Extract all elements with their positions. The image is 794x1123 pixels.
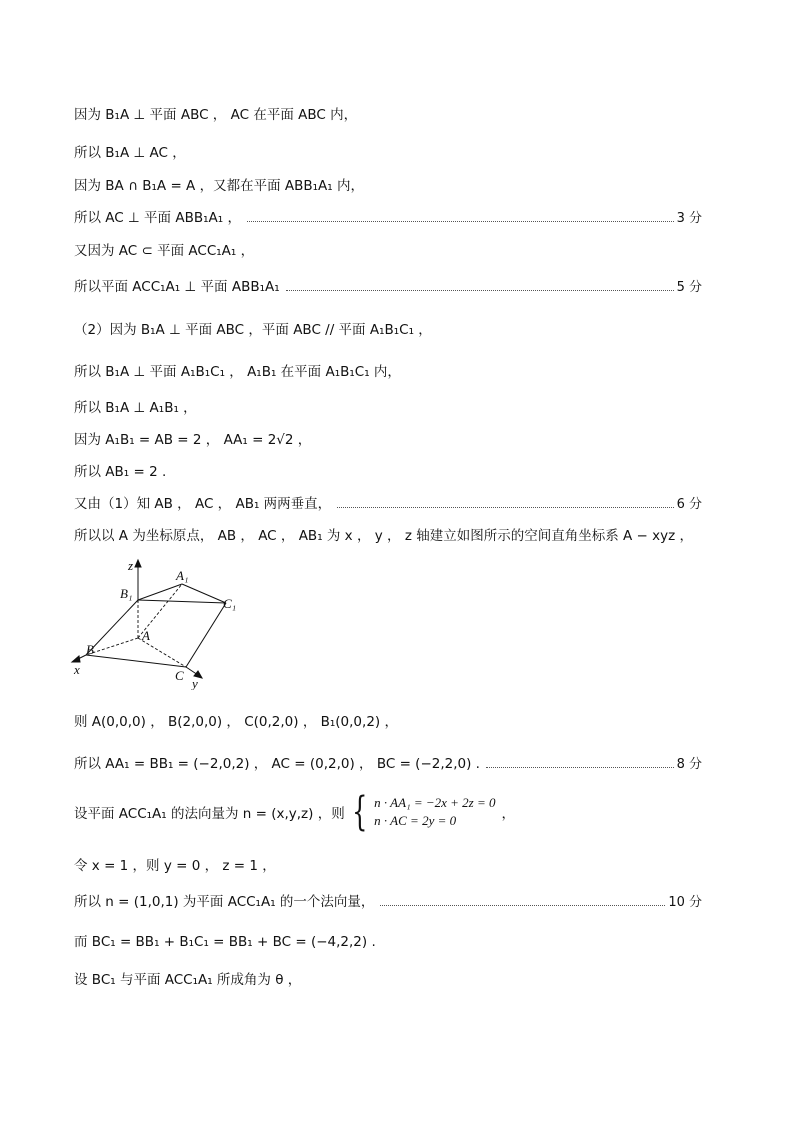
z-axis-arrow [135, 560, 141, 567]
text-line-14 [74, 713, 702, 731]
line-text: 因为 A₁B₁ = AB = 2 ， AA₁ = 2√2 ， [74, 432, 312, 448]
leader-dots [486, 767, 674, 768]
text-line-19 [74, 971, 702, 989]
line-text: 设 BC₁ 与平面 ACC₁A₁ 所成角为 θ ， [74, 972, 302, 988]
text-line-1 [74, 106, 702, 124]
line-text: 所以 B₁A ⊥ A₁B₁ ， [74, 400, 197, 416]
text-line-11 [74, 463, 702, 481]
edge-A1C1 [182, 584, 226, 603]
system-prefix: 设平面 ACC₁A₁ 的法向量为 n = (x,y,z) ，则 [74, 806, 345, 822]
leader-dots [380, 905, 665, 906]
line-text: 所以平面 ACC₁A₁ ⊥ 平面 ABB₁A₁ [74, 279, 280, 295]
line-text: 所以 AC ⊥ 平面 ABB₁A₁ ， [74, 210, 241, 226]
edge-B1C1 [138, 600, 226, 603]
label-A: A [142, 628, 150, 643]
equation-rows [374, 794, 495, 830]
line-text: 所以 B₁A ⊥ 平面 A₁B₁C₁ ， A₁B₁ 在平面 A₁B₁C₁ 内， [74, 364, 401, 380]
text-line-7 [74, 321, 702, 339]
leader-dots [337, 507, 673, 508]
label-z: z [128, 558, 134, 573]
text-line-15 [74, 755, 702, 774]
line-text: 因为 BA ∩ B₁A = A ，又都在平面 ABB₁A₁ 内， [74, 178, 364, 194]
text-line-8 [74, 363, 702, 381]
text-line-6 [74, 278, 702, 297]
line-text: 所以 AA₁ = BB₁ = (−2,0,2) ， AC = (0,2,0) ， BC = (−2,2,0) . [74, 756, 480, 772]
text-line-17 [74, 893, 702, 912]
text-line-4 [74, 209, 702, 228]
leader-dots [247, 221, 674, 222]
equation-row-2: n · AC = 2y = 0 [374, 813, 457, 828]
line-text: 又由（1）知 AB ， AC ， AB₁ 两两垂直， [74, 496, 332, 512]
label-C1: C₁ [223, 596, 237, 611]
line-text: 而 BC₁ = BB₁ + B₁C₁ = BB₁ + BC = (−4,2,2) . [74, 934, 376, 950]
system-suffix: ， [501, 806, 516, 822]
score-label: 6 分 [676, 497, 702, 512]
text-line-12 [74, 495, 702, 514]
equation-row-1: n · AA₁ = −2x + 2z = 0 [374, 795, 496, 810]
line-text: 则 A(0,0,0) ， B(2,0,0) ， C(0,2,0) ， B₁(0,0,2) ， [74, 714, 398, 730]
line-text: 因为 B₁A ⊥ 平面 ABC ， AC 在平面 ABC 内， [74, 107, 358, 123]
line-text: 所以 AB₁ = 2 . [74, 464, 167, 480]
text-line-13 [74, 527, 702, 545]
text-line-10 [74, 431, 702, 449]
text-line-18 [74, 933, 702, 951]
score-label: 10 分 [668, 895, 702, 910]
score-label: 5 分 [676, 280, 702, 295]
leader-dots [286, 290, 674, 291]
text-line-2 [74, 144, 702, 162]
line-text: 所以 B₁A ⊥ AC ， [74, 145, 186, 161]
score-label: 8 分 [676, 757, 702, 772]
text-line-3 [74, 177, 702, 195]
equation-system-line [74, 789, 516, 835]
line-text: 令 x = 1 ，则 y = 0 ， z = 1 ， [74, 858, 276, 874]
line-text: （2）因为 B₁A ⊥ 平面 ABC ，平面 ABC // 平面 A₁B₁C₁ ， [74, 322, 432, 338]
text-line-9 [74, 399, 702, 417]
line-text: 又因为 AC ⊂ 平面 ACC₁A₁ ， [74, 243, 255, 259]
edge-C1C [186, 603, 226, 667]
line-text: 所以以 A 为坐标原点， AB ， AC ， AB₁ 为 x ， y ， z 轴建立如图所示的空间直角坐标系 A − xyz ， [74, 528, 693, 544]
score-label: 3 分 [676, 211, 702, 226]
text-line-5 [74, 242, 702, 260]
line-text: 所以 n = (1,0,1) 为平面 ACC₁A₁ 的一个法向量， [74, 894, 375, 910]
text-line-16 [74, 857, 702, 875]
label-C: C [175, 668, 184, 683]
label-y: y [192, 676, 198, 690]
label-B1: B₁ [120, 586, 133, 601]
brace-symbol: { [351, 789, 368, 835]
label-B: B [86, 642, 94, 657]
edge-B1A1 [138, 584, 182, 600]
label-A1: A₁ [176, 568, 189, 583]
coordinate-figure [70, 558, 250, 690]
edge-BC [86, 655, 186, 667]
label-x: x [74, 662, 80, 677]
